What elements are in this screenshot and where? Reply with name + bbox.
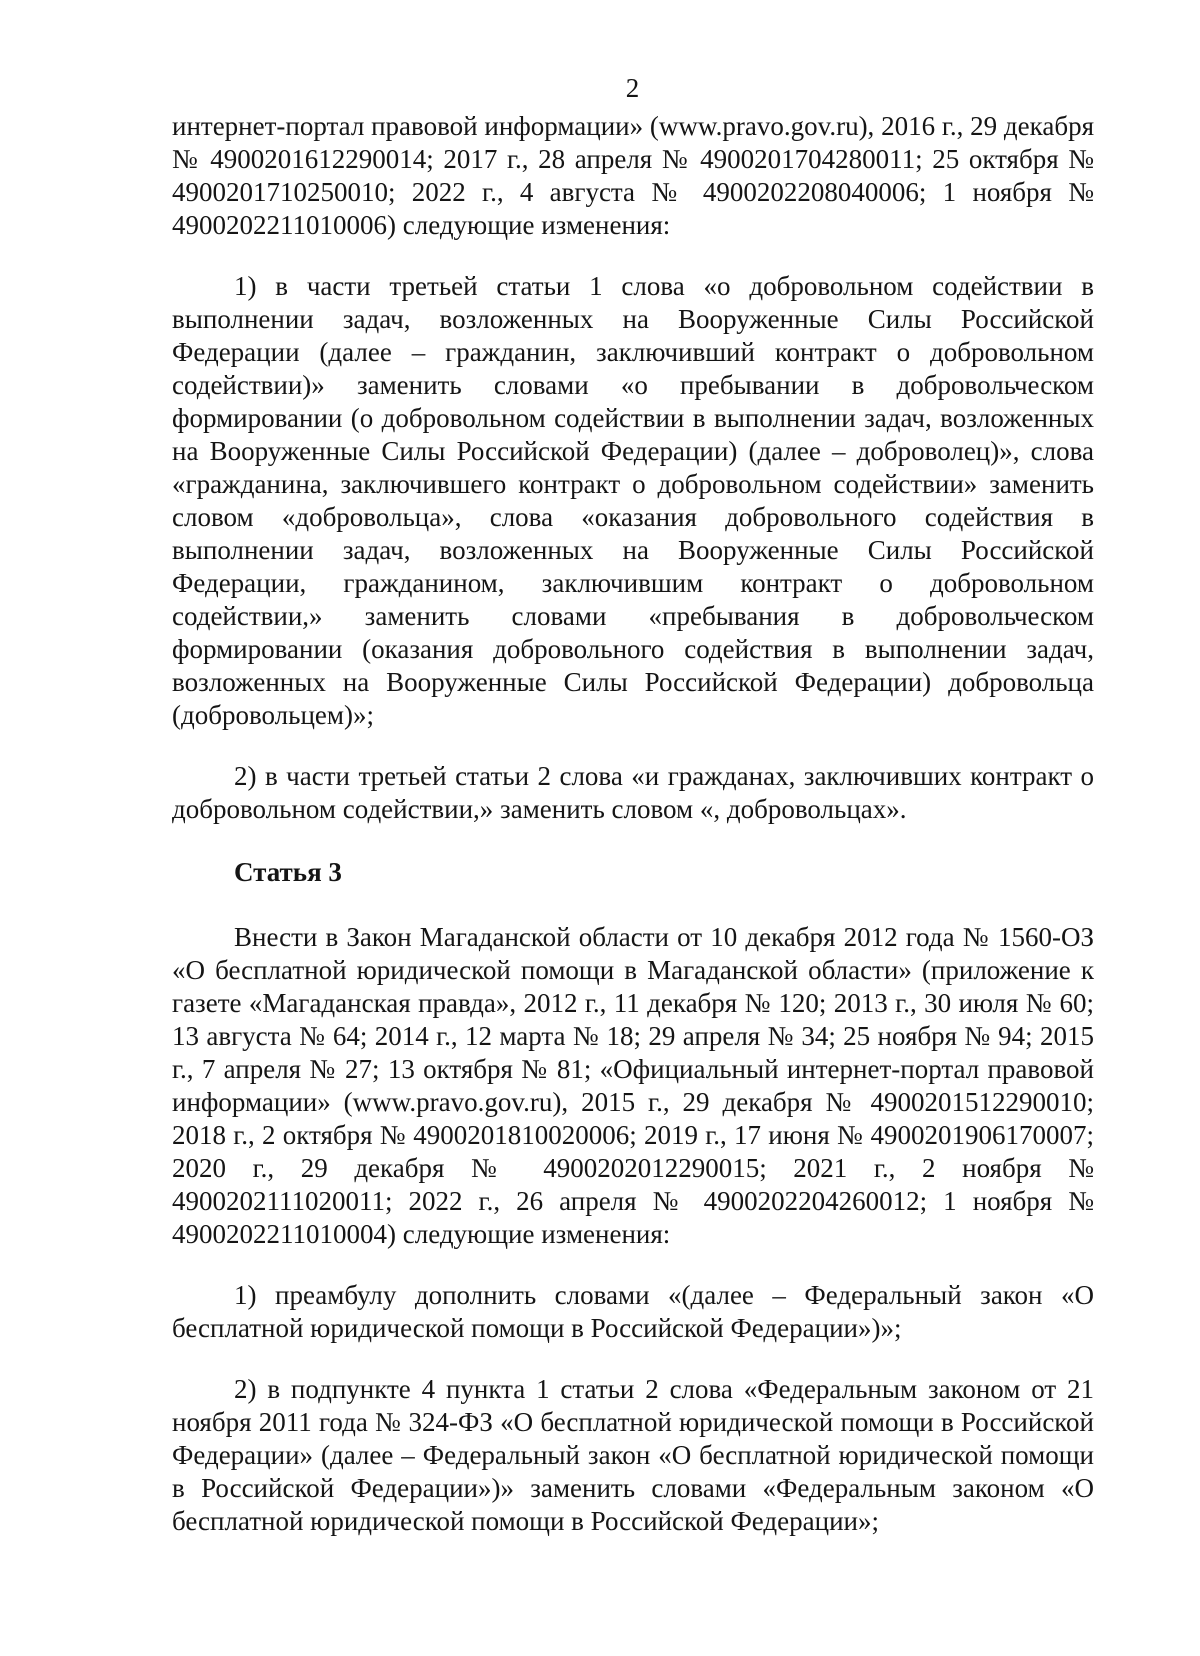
paragraph-article3-item-1: 1) преамбулу дополнить словами «(далее – Федеральный закон «О бесплатной юридической помощи в Российской Федерации»)»; xyxy=(172,1280,1094,1343)
document-body xyxy=(172,110,1094,1538)
paragraph-item-2: 2) в части третьей статьи 2 слова «и гражданах, заключивших контракт о добровольном содействии,» заменить словом «, добровольцах». xyxy=(172,761,1094,824)
paragraph-article3-item-2: 2) в подпункте 4 пункта 1 статьи 2 слова «Федеральным законом от 21 ноября 2011 года № 324-ФЗ «О бесплатной юридической помощи в Российской Федерации» (далее – Федеральный закон «О бесплатной юридической помощи в Российской Федерации»)» заменить словами «Федеральным законом «О бесплатной юридической помощи в Российской Федерации»; xyxy=(172,1374,1094,1536)
paragraph-continued: интернет-портал правовой информации» (www.pravo.gov.ru), 2016 г., 29 декабря № 4900201612290014; 2017 г., 28 апреля № 4900201704280011; 25 октября № 4900201710250010; 2022 г., 4 августа № 4900202208040006; 1 ноября № 4900202211010006) следующие изменения: xyxy=(172,111,1094,240)
paragraph-article3-intro: Внести в Закон Магаданской области от 10 декабря 2012 года № 1560-ОЗ «О бесплатной юридической помощи в Магаданской области» (приложение к газете «Магаданская правда», 2012 г., 11 декабря № 120; 2013 г., 30 июля № 60; 13 августа № 64; 2014 г., 12 марта № 18; 29 апреля № 34; 25 ноября № 94; 2015 г., 7 апреля № 27; 13 октября № 81; «Официальный интернет-портал правовой информации» (www.pravo.gov.ru), 2015 г., 29 декабря № 4900201512290010; 2018 г., 2 октября № 4900201810020006; 2019 г., 17 июня № 4900201906170007; 2020 г., 29 декабря № 4900202012290015; 2021 г., 2 ноября № 4900202111020011; 2022 г., 26 апреля № 4900202204260012; 1 ноября № 4900202211010004) следующие изменения: xyxy=(172,922,1094,1249)
page-number: 2 xyxy=(625,73,640,103)
article-heading: Статья 3 xyxy=(234,857,342,887)
paragraph-item-1: 1) в части третьей статьи 1 слова «о добровольном содействии в выполнении задач, возложенных на Вооруженные Силы Российской Федерации (далее – гражданин, заключивший контракт о добровольном содействии)» заменить словами «о пребывании в добровольческом формировании (о добровольном содействии в выполнении задач, возложенных на Вооруженные Силы Российской Федерации) (далее – доброволец)», слова «гражданина, заключившего контракт о добровольном содействии» заменить словом «добровольца», слова «оказания добровольного содействия в выполнении задач, возложенных на Вооруженные Силы Российской Федерации, гражданином, заключившим контракт о добровольном содействии,» заменить словами «пребывания в добровольческом формировании (оказания добровольного содействия в выполнении задач, возложенных на Вооруженные Силы Российской Федерации) добровольца (добровольцем)»; xyxy=(172,271,1094,730)
